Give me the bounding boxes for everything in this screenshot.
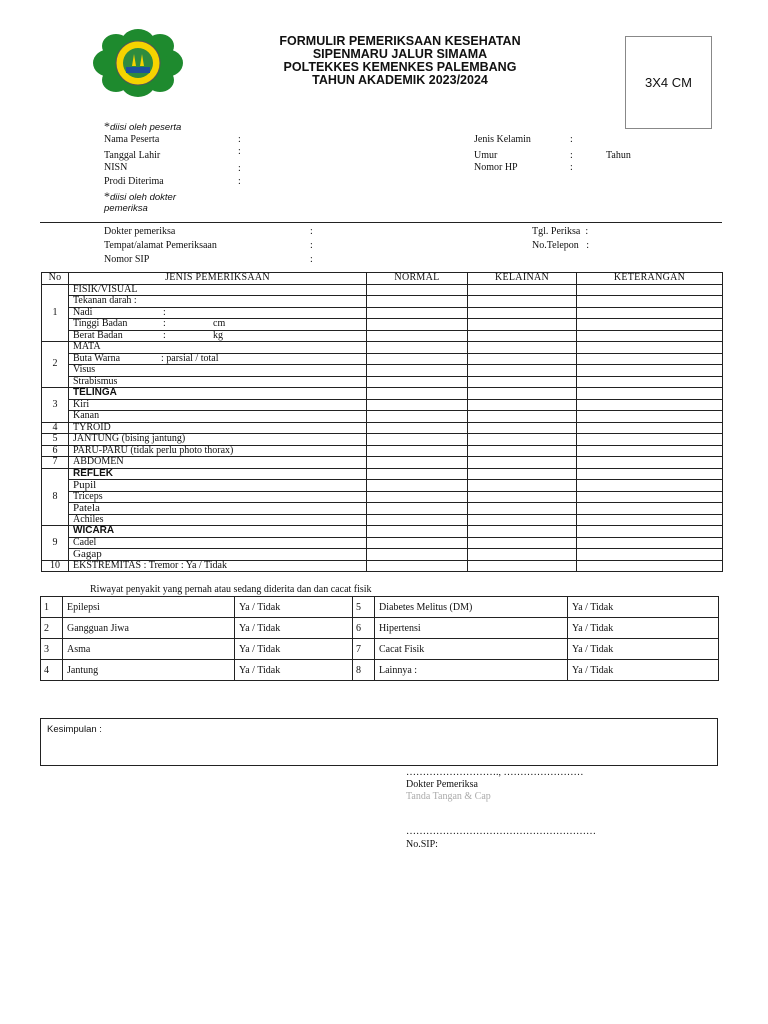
history-no: 5 (353, 597, 375, 618)
table-row (42, 307, 723, 319)
exam-item: MATA (69, 342, 367, 354)
history-no: 6 (353, 618, 375, 639)
table-row (42, 457, 723, 469)
keterangan-cell[interactable] (577, 434, 723, 446)
gender-label: Jenis Kelamin (474, 134, 531, 145)
kelainan-cell[interactable] (468, 342, 577, 354)
birth-label: Tanggal Lahir (104, 150, 161, 161)
table-row (41, 660, 719, 681)
history-disease: Epilepsi (63, 597, 235, 618)
phone-colon: : (570, 162, 573, 173)
kelainan-cell[interactable] (468, 457, 577, 469)
header-keterangan: KETERANGAN (577, 273, 723, 285)
kelainan-cell[interactable] (468, 319, 577, 331)
signature-doctor-label: Dokter Pemeriksa (406, 779, 478, 790)
kelainan-cell[interactable] (468, 549, 577, 561)
conclusion-box[interactable] (40, 718, 718, 766)
normal-cell[interactable] (367, 434, 468, 446)
exam-item: TELINGA (69, 388, 367, 400)
exam-item: Strabismus (69, 376, 367, 388)
keterangan-cell[interactable] (577, 399, 723, 411)
history-answer[interactable]: Ya / Tidak (568, 618, 719, 639)
history-disease: Hipertensi (375, 618, 568, 639)
title-line-4: TAHUN AKADEMIK 2023/2024 (312, 73, 488, 87)
table-row (42, 296, 723, 308)
history-disease: Jantung (63, 660, 235, 681)
kelainan-cell[interactable] (468, 514, 577, 526)
exam-item: JANTUNG (bising jantung) (69, 434, 367, 446)
normal-cell[interactable] (367, 296, 468, 308)
normal-cell[interactable] (367, 319, 468, 331)
kelainan-cell[interactable] (468, 284, 577, 296)
table-row (42, 537, 723, 549)
institution-logo (92, 28, 184, 98)
table-row (42, 388, 723, 400)
exam-item: FISIK/VISUAL (69, 284, 367, 296)
place-label: Tempat/alamat Pemeriksaan (104, 240, 217, 251)
divider (40, 222, 722, 223)
table-row (42, 319, 723, 331)
history-answer[interactable]: Ya / Tidak (235, 639, 353, 660)
normal-cell[interactable] (367, 537, 468, 549)
history-no: 4 (41, 660, 63, 681)
exam-item: Berat Badan : kg (69, 330, 367, 342)
normal-cell[interactable] (367, 549, 468, 561)
kelainan-cell[interactable] (468, 422, 577, 434)
exam-item: PARU-PARU (tidak perlu photo thorax) (69, 445, 367, 457)
keterangan-cell[interactable] (577, 284, 723, 296)
table-row (42, 445, 723, 457)
history-disease: Diabetes Melitus (DM) (375, 597, 568, 618)
keterangan-cell[interactable] (577, 526, 723, 538)
exam-item: Patela (69, 503, 367, 515)
normal-cell[interactable] (367, 376, 468, 388)
keterangan-cell[interactable] (577, 307, 723, 319)
exam-item: WICARA (69, 526, 367, 538)
kelainan-cell[interactable] (468, 399, 577, 411)
table-row (42, 549, 723, 561)
kelainan-cell[interactable] (468, 330, 577, 342)
exam-item: Tekanan darah : (69, 296, 367, 308)
kelainan-cell[interactable] (468, 353, 577, 365)
nisn-colon: : (238, 163, 241, 174)
history-no: 2 (41, 618, 63, 639)
kelainan-cell[interactable] (468, 480, 577, 492)
exam-header-row (42, 273, 723, 285)
row-no: 4 (42, 422, 69, 434)
keterangan-cell[interactable] (577, 491, 723, 503)
title-line-3: POLTEKKES KEMENKES PALEMBANG (283, 60, 517, 74)
keterangan-cell[interactable] (577, 468, 723, 480)
table-row (41, 639, 719, 660)
table-row (42, 503, 723, 515)
history-answer[interactable]: Ya / Tidak (568, 639, 719, 660)
exam-item: REFLEK (69, 468, 367, 480)
history-answer[interactable]: Ya / Tidak (235, 597, 353, 618)
phone-label: Nomor HP (474, 162, 518, 173)
header-kelainan: KELAINAN (468, 273, 577, 285)
header-jenis: JENIS PEMERIKSAAN (69, 273, 367, 285)
kelainan-cell[interactable] (468, 365, 577, 377)
normal-cell[interactable] (367, 526, 468, 538)
keterangan-cell[interactable] (577, 411, 723, 423)
keterangan-cell[interactable] (577, 457, 723, 469)
date-label: Tgl. Periksa : (532, 226, 589, 237)
kelainan-cell[interactable] (468, 445, 577, 457)
kelainan-cell[interactable] (468, 376, 577, 388)
row-no: 1 (42, 284, 69, 342)
table-row (42, 468, 723, 480)
header-normal: NORMAL (367, 273, 468, 285)
exam-item: Buta Warna : parsial / total (69, 353, 367, 365)
history-answer[interactable]: Ya / Tidak (235, 660, 353, 681)
title-line-2: SIPENMARU JALUR SIMAMA (312, 47, 488, 61)
kelainan-cell[interactable] (468, 388, 577, 400)
table-row (42, 330, 723, 342)
exam-item: ABDOMEN (69, 457, 367, 469)
row-no: 9 (42, 526, 69, 561)
birth-colon: : (238, 146, 241, 157)
history-no: 3 (41, 639, 63, 660)
kelainan-cell[interactable] (468, 296, 577, 308)
table-row (42, 514, 723, 526)
form-title (200, 35, 600, 87)
nisn-label: NISN (104, 162, 128, 173)
signature-place-date: ………………………., …………………… (406, 767, 584, 778)
keterangan-cell[interactable] (577, 353, 723, 365)
normal-cell[interactable] (367, 365, 468, 377)
keterangan-cell[interactable] (577, 514, 723, 526)
name-label: Nama Peserta (104, 134, 160, 145)
history-answer[interactable]: Ya / Tidak (568, 597, 719, 618)
normal-cell[interactable] (367, 388, 468, 400)
keterangan-cell[interactable] (577, 330, 723, 342)
row-no: 6 (42, 445, 69, 457)
exam-table (41, 272, 723, 572)
exam-item: Kanan (69, 411, 367, 423)
normal-cell[interactable] (367, 480, 468, 492)
keterangan-cell[interactable] (577, 422, 723, 434)
exam-item: Gagap (69, 549, 367, 561)
signature-dots: ………………………………………………… (406, 826, 596, 837)
exam-item: EKSTREMITAS : Tremor : Ya / Tidak (69, 560, 367, 572)
photo-label: 3X4 CM (645, 75, 692, 90)
normal-cell[interactable] (367, 457, 468, 469)
history-no: 8 (353, 660, 375, 681)
normal-cell[interactable] (367, 422, 468, 434)
keterangan-cell[interactable] (577, 560, 723, 572)
age-colon: : (570, 150, 573, 161)
kelainan-cell[interactable] (468, 491, 577, 503)
row-no: 8 (42, 468, 69, 526)
kelainan-cell[interactable] (468, 560, 577, 572)
participant-note: *diisi oleh peserta (104, 119, 182, 133)
normal-cell[interactable] (367, 514, 468, 526)
kelainan-cell[interactable] (468, 537, 577, 549)
doctor-note: *diisi oleh dokter (104, 189, 177, 203)
table-row (42, 480, 723, 492)
row-no: 7 (42, 457, 69, 469)
photo-box (625, 36, 712, 129)
keterangan-cell[interactable] (577, 376, 723, 388)
table-row (42, 365, 723, 377)
keterangan-cell[interactable] (577, 319, 723, 331)
exam-item: Cadel (69, 537, 367, 549)
normal-cell[interactable] (367, 330, 468, 342)
table-row (42, 376, 723, 388)
table-row (42, 434, 723, 446)
table-row (42, 411, 723, 423)
exam-item: Nadi : (69, 307, 367, 319)
row-no: 10 (42, 560, 69, 572)
exam-item: Triceps (69, 491, 367, 503)
table-row (42, 491, 723, 503)
history-disease: Cacat Fisik (375, 639, 568, 660)
normal-cell[interactable] (367, 342, 468, 354)
exam-item: Pupil (69, 480, 367, 492)
row-no: 5 (42, 434, 69, 446)
kelainan-cell[interactable] (468, 411, 577, 423)
normal-cell[interactable] (367, 491, 468, 503)
exam-item: Visus (69, 365, 367, 377)
normal-cell[interactable] (367, 468, 468, 480)
normal-cell[interactable] (367, 560, 468, 572)
keterangan-cell[interactable] (577, 480, 723, 492)
keterangan-cell[interactable] (577, 365, 723, 377)
history-disease: Lainnya : (375, 660, 568, 681)
history-title: Riwayat penyakit yang pernah atau sedang diderita dan dan cacat fisik (90, 584, 372, 595)
table-row (42, 284, 723, 296)
conclusion-label: Kesimpulan : (47, 724, 102, 735)
history-answer[interactable]: Ya / Tidak (568, 660, 719, 681)
prodi-label: Prodi Diterima (104, 176, 164, 187)
signature-sip-label: No.SIP: (406, 839, 438, 850)
exam-item: Tinggi Badan : cm (69, 319, 367, 331)
history-no: 1 (41, 597, 63, 618)
kelainan-cell[interactable] (468, 434, 577, 446)
normal-cell[interactable] (367, 411, 468, 423)
doctor-phone-label: No.Telepon : (532, 240, 590, 251)
table-row (42, 342, 723, 354)
keterangan-cell[interactable] (577, 296, 723, 308)
doctor-label: Dokter pemeriksa (104, 226, 176, 237)
kelainan-cell[interactable] (468, 526, 577, 538)
doctor-colon: : (310, 226, 313, 237)
kelainan-cell[interactable] (468, 307, 577, 319)
keterangan-cell[interactable] (577, 549, 723, 561)
row-no: 2 (42, 342, 69, 388)
prodi-colon: : (238, 176, 241, 187)
gender-colon: : (570, 134, 573, 145)
table-row (42, 422, 723, 434)
normal-cell[interactable] (367, 307, 468, 319)
table-row (41, 597, 719, 618)
history-table (40, 596, 719, 681)
row-no: 3 (42, 388, 69, 423)
normal-cell[interactable] (367, 503, 468, 515)
keterangan-cell[interactable] (577, 503, 723, 515)
table-row (42, 560, 723, 572)
sip-colon: : (310, 254, 313, 265)
signature-hint: Tanda Tangan & Cap (406, 791, 491, 802)
normal-cell[interactable] (367, 284, 468, 296)
keterangan-cell[interactable] (577, 445, 723, 457)
history-answer[interactable]: Ya / Tidak (235, 618, 353, 639)
table-row (42, 526, 723, 538)
title-line-1: FORMULIR PEMERIKSAAN KESEHATAN (279, 34, 521, 48)
keterangan-cell[interactable] (577, 388, 723, 400)
place-colon: : (310, 240, 313, 251)
name-colon: : (238, 134, 241, 145)
normal-cell[interactable] (367, 399, 468, 411)
table-row (42, 353, 723, 365)
history-disease: Asma (63, 639, 235, 660)
keterangan-cell[interactable] (577, 342, 723, 354)
table-row (42, 399, 723, 411)
exam-item: Kiri (69, 399, 367, 411)
exam-item: Achiles (69, 514, 367, 526)
sip-label: Nomor SIP (104, 254, 150, 265)
normal-cell[interactable] (367, 353, 468, 365)
exam-item: TYROID (69, 422, 367, 434)
history-disease: Gangguan Jiwa (63, 618, 235, 639)
table-row (41, 618, 719, 639)
age-label: Umur (474, 150, 498, 161)
header-no: No (42, 273, 69, 285)
kelainan-cell[interactable] (468, 503, 577, 515)
age-unit: Tahun (606, 150, 631, 161)
keterangan-cell[interactable] (577, 537, 723, 549)
kelainan-cell[interactable] (468, 468, 577, 480)
normal-cell[interactable] (367, 445, 468, 457)
doctor-note-2: pemeriksa (104, 203, 148, 214)
history-no: 7 (353, 639, 375, 660)
